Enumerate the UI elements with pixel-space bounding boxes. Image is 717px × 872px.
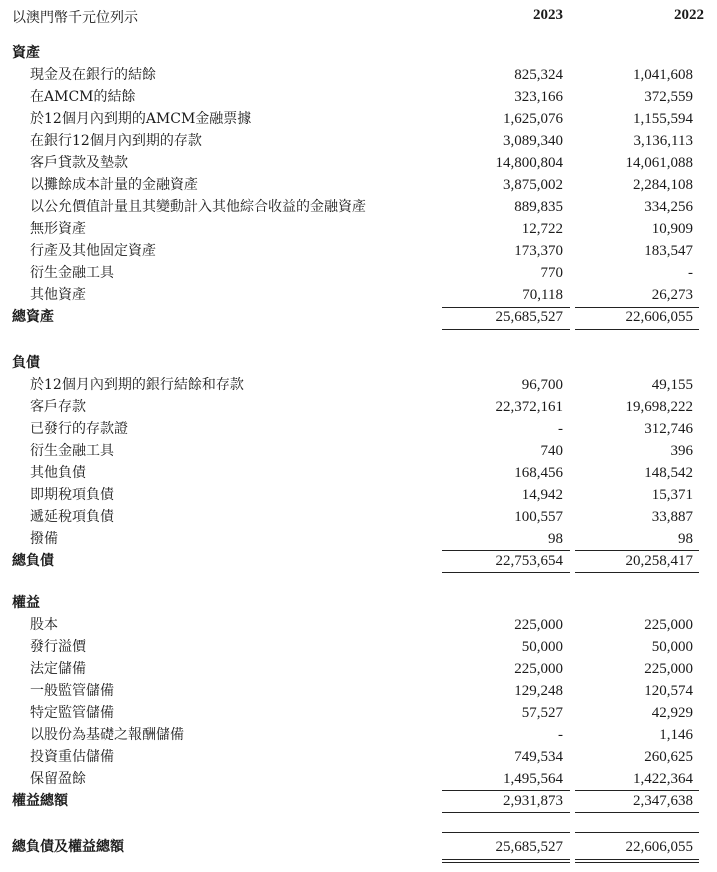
value-2022: 1,146 <box>659 727 693 743</box>
value-2022: 15,371 <box>651 487 693 503</box>
section-title-equity: 權益 <box>12 595 40 611</box>
row-label: 客戶貸款及墊款 <box>30 155 128 171</box>
row-label: 已發行的存款證 <box>30 421 128 437</box>
value-2023: 129,248 <box>514 683 563 699</box>
value-2023: 168,456 <box>514 465 563 481</box>
value-2022: 3,136,113 <box>633 133 693 149</box>
value-2023: 3,875,002 <box>503 177 563 193</box>
assets-total-row <box>0 306 717 328</box>
grand-total-label: 總負債及權益總額 <box>12 839 124 855</box>
row-label: 於12個月內到期的AMCM金融票據 <box>30 111 252 127</box>
grand-total-double-rule-2-2022 <box>575 862 699 863</box>
table-row <box>0 484 717 506</box>
year-2022-header: 2022 <box>674 7 704 23</box>
equity-section <box>0 592 717 812</box>
value-2023: - <box>558 727 563 743</box>
liabilities-total-row <box>0 550 717 572</box>
value-2023: 22,372,161 <box>495 399 563 415</box>
row-label: 行產及其他固定資產 <box>30 243 156 259</box>
row-label: 在銀行12個月內到期的存款 <box>30 133 202 149</box>
row-label: 衍生金融工具 <box>30 265 114 281</box>
row-label: 以股份為基礎之報酬儲備 <box>30 727 184 743</box>
value-2023: 1,495,564 <box>503 771 563 787</box>
value-2023: 889,835 <box>514 199 563 215</box>
grand-total-section <box>0 836 717 858</box>
row-label: 法定儲備 <box>30 661 86 677</box>
row-label: 在AMCM的結餘 <box>30 89 136 105</box>
value-2022: 334,256 <box>644 199 693 215</box>
value-2022: 396 <box>670 443 693 459</box>
total-value-2023: 22,753,654 <box>495 553 563 569</box>
row-label: 一般監管儲備 <box>30 683 114 699</box>
assets-rows <box>0 64 717 306</box>
value-2023: 749,534 <box>514 749 563 765</box>
table-row <box>0 262 717 284</box>
row-label: 以公允價值計量且其變動計入其他綜合收益的金融資產 <box>30 199 366 215</box>
table-row <box>0 462 717 484</box>
table-row <box>0 196 717 218</box>
row-label: 股本 <box>30 617 58 633</box>
total-value-2023: 25,685,527 <box>495 309 563 325</box>
total-value-2022: 20,258,417 <box>625 553 693 569</box>
table-row <box>0 396 717 418</box>
table-row <box>0 86 717 108</box>
row-label: 於12個月內到期的銀行結餘和存款 <box>30 377 244 393</box>
table-row <box>0 636 717 658</box>
value-2023: 12,722 <box>521 221 563 237</box>
equity-rows <box>0 614 717 790</box>
total-value-2022: 22,606,055 <box>625 309 693 325</box>
total-label: 總資產 <box>12 309 54 325</box>
total-label: 總負債 <box>12 553 54 569</box>
table-row <box>0 152 717 174</box>
value-2023: 50,000 <box>521 639 563 655</box>
value-2022: 183,547 <box>644 243 693 259</box>
grand-total-top-rule-2022 <box>575 832 699 833</box>
table-row <box>0 440 717 462</box>
value-2022: 372,559 <box>644 89 693 105</box>
value-2023: - <box>558 421 563 437</box>
row-label: 發行溢價 <box>30 639 86 655</box>
table-row <box>0 768 717 790</box>
section-title-liabilities: 負債 <box>12 355 40 371</box>
table-row <box>0 130 717 152</box>
value-2022: 50,000 <box>651 639 693 655</box>
table-row <box>0 680 717 702</box>
value-2022: 98 <box>678 531 693 547</box>
value-2022: 10,909 <box>651 221 693 237</box>
liabilities-bottom-rule-2022 <box>575 572 699 573</box>
equity-bottom-rule-2023 <box>442 812 570 813</box>
total-value-2022: 2,347,638 <box>633 793 693 809</box>
table-row <box>0 418 717 440</box>
grand-total-double-rule-1-2022 <box>575 859 699 860</box>
grand-total-value-2023: 25,685,527 <box>495 839 563 855</box>
value-2022: 33,887 <box>651 509 693 525</box>
section-title-assets: 資產 <box>12 45 40 61</box>
row-label: 其他資產 <box>30 287 86 303</box>
value-2022: 225,000 <box>644 661 693 677</box>
table-row <box>0 64 717 86</box>
row-label: 現金及在銀行的結餘 <box>30 67 156 83</box>
row-label: 特定監管儲備 <box>30 705 114 721</box>
value-2023: 3,089,340 <box>503 133 563 149</box>
value-2023: 70,118 <box>522 287 563 303</box>
grand-total-double-rule-2-2023 <box>442 862 570 863</box>
grand-total-double-rule-1-2023 <box>442 859 570 860</box>
value-2023: 323,166 <box>514 89 563 105</box>
value-2022: 19,698,222 <box>625 399 693 415</box>
table-row <box>0 702 717 724</box>
value-2022: 225,000 <box>644 617 693 633</box>
value-2022: 1,155,594 <box>633 111 693 127</box>
row-label: 無形資產 <box>30 221 86 237</box>
value-2023: 100,557 <box>514 509 563 525</box>
value-2023: 57,527 <box>521 705 563 721</box>
row-label: 客戶存款 <box>30 399 86 415</box>
row-label: 投資重估儲備 <box>30 749 114 765</box>
value-2022: 1,041,608 <box>633 67 693 83</box>
unit-label: 以澳門幣千元位列示 <box>12 10 138 26</box>
table-row <box>0 174 717 196</box>
grand-total-top-rule-2023 <box>442 832 570 833</box>
table-row <box>0 108 717 130</box>
table-row <box>0 528 717 550</box>
value-2023: 98 <box>548 531 563 547</box>
table-row <box>0 506 717 528</box>
table-row <box>0 724 717 746</box>
value-2023: 770 <box>540 265 563 281</box>
assets-bottom-rule-2022 <box>575 329 699 330</box>
row-label: 撥備 <box>30 531 58 547</box>
value-2023: 96,700 <box>521 377 563 393</box>
value-2022: 14,061,088 <box>625 155 693 171</box>
value-2022: 2,284,108 <box>633 177 693 193</box>
equity-bottom-rule-2022 <box>575 812 699 813</box>
assets-bottom-rule-2023 <box>442 329 570 330</box>
column-header <box>12 4 717 28</box>
value-2023: 14,800,804 <box>495 155 563 171</box>
table-row <box>0 374 717 396</box>
table-row <box>0 746 717 768</box>
assets-section <box>0 42 717 328</box>
year-2023-header: 2023 <box>533 7 563 23</box>
value-2022: 312,746 <box>644 421 693 437</box>
value-2022: 1,422,364 <box>633 771 693 787</box>
liabilities-section <box>0 352 717 572</box>
row-label: 以攤餘成本計量的金融資產 <box>30 177 198 193</box>
table-row <box>0 284 717 306</box>
value-2023: 1,625,076 <box>503 111 563 127</box>
value-2022: 260,625 <box>644 749 693 765</box>
liabilities-bottom-rule-2023 <box>442 572 570 573</box>
value-2022: 26,273 <box>651 287 693 303</box>
value-2022: - <box>688 265 693 281</box>
value-2023: 825,324 <box>514 67 563 83</box>
equity-total-row <box>0 790 717 812</box>
value-2023: 225,000 <box>514 661 563 677</box>
total-value-2023: 2,931,873 <box>503 793 563 809</box>
value-2023: 740 <box>540 443 563 459</box>
value-2023: 173,370 <box>514 243 563 259</box>
row-label: 即期稅項負債 <box>30 487 114 503</box>
value-2022: 120,574 <box>644 683 693 699</box>
grand-total-value-2022: 22,606,055 <box>625 839 693 855</box>
grand-total-row <box>0 836 717 858</box>
total-label: 權益總額 <box>12 793 68 809</box>
liabilities-rows <box>0 374 717 550</box>
table-row <box>0 240 717 262</box>
table-row <box>0 658 717 680</box>
value-2023: 14,942 <box>521 487 563 503</box>
table-row <box>0 614 717 636</box>
row-label: 衍生金融工具 <box>30 443 114 459</box>
table-row <box>0 218 717 240</box>
value-2022: 148,542 <box>644 465 693 481</box>
row-label: 遞延稅項負債 <box>30 509 114 525</box>
value-2022: 42,929 <box>651 705 693 721</box>
row-label: 保留盈餘 <box>30 771 86 787</box>
row-label: 其他負債 <box>30 465 86 481</box>
value-2023: 225,000 <box>514 617 563 633</box>
value-2022: 49,155 <box>651 377 693 393</box>
